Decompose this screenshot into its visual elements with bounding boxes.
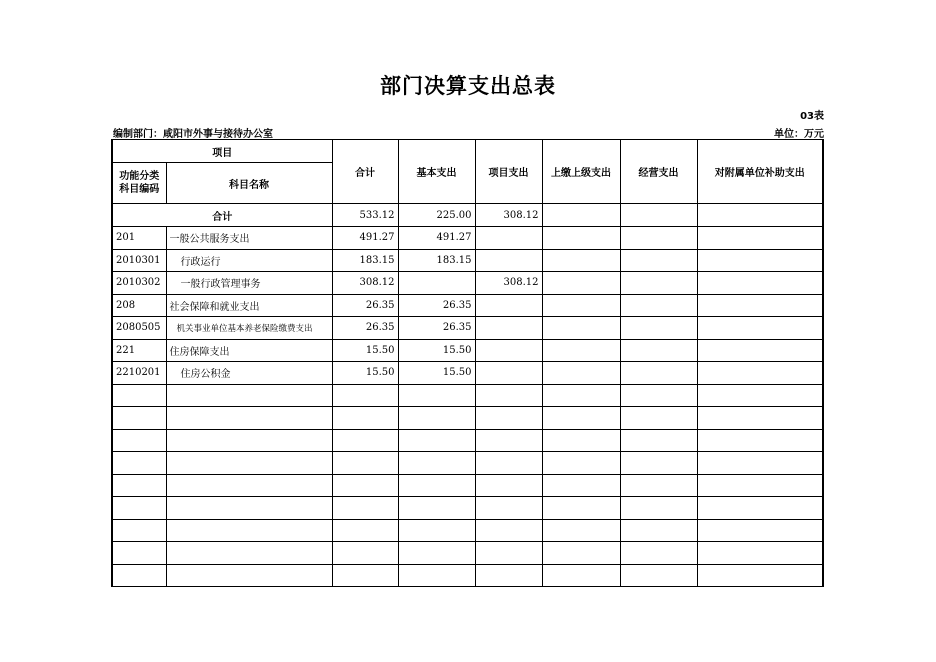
row-subject-name bbox=[166, 519, 332, 542]
row-operating bbox=[620, 272, 697, 295]
row-basic bbox=[398, 497, 475, 520]
row-subsidy bbox=[697, 317, 823, 340]
row-operating bbox=[620, 497, 697, 520]
table-row bbox=[112, 272, 823, 295]
table-row bbox=[112, 384, 823, 407]
row-operating bbox=[620, 317, 697, 340]
header-subject-name: 科目名称 bbox=[166, 163, 332, 204]
row-project-expense bbox=[475, 294, 542, 317]
row-upper-remit bbox=[542, 339, 620, 362]
header-subsidy: 对附属单位补助支出 bbox=[697, 140, 823, 204]
summary-basic: 225.00 bbox=[398, 204, 475, 227]
row-code bbox=[112, 384, 166, 407]
row-total bbox=[332, 452, 398, 475]
row-code: 201 bbox=[112, 227, 166, 250]
row-subject-name: 住房公积金 bbox=[166, 362, 332, 385]
unit-label: 单位：万元 bbox=[774, 129, 824, 140]
row-project-expense bbox=[475, 497, 542, 520]
row-subject-name bbox=[166, 542, 332, 565]
row-upper-remit bbox=[542, 452, 620, 475]
row-project-expense bbox=[475, 452, 542, 475]
header-total: 合计 bbox=[332, 140, 398, 204]
header-func-code: 功能分类 科目编码 bbox=[112, 163, 166, 204]
row-basic bbox=[398, 564, 475, 587]
row-subsidy bbox=[697, 362, 823, 385]
row-project-expense bbox=[475, 407, 542, 430]
row-upper-remit bbox=[542, 429, 620, 452]
row-upper-remit bbox=[542, 474, 620, 497]
row-subsidy bbox=[697, 407, 823, 430]
table-row bbox=[112, 317, 823, 340]
row-basic: 26.35 bbox=[398, 317, 475, 340]
row-operating bbox=[620, 564, 697, 587]
row-operating bbox=[620, 452, 697, 475]
row-project-expense bbox=[475, 339, 542, 362]
row-basic: 26.35 bbox=[398, 294, 475, 317]
row-operating bbox=[620, 542, 697, 565]
table-row bbox=[112, 429, 823, 452]
row-project-expense bbox=[475, 317, 542, 340]
row-operating bbox=[620, 294, 697, 317]
page-title: 部门决算支出总表 bbox=[380, 74, 556, 98]
row-project-expense bbox=[475, 564, 542, 587]
row-operating bbox=[620, 362, 697, 385]
table-row bbox=[112, 564, 823, 587]
row-basic bbox=[398, 384, 475, 407]
table-row bbox=[112, 294, 823, 317]
row-subject-name bbox=[166, 384, 332, 407]
row-upper-remit bbox=[542, 519, 620, 542]
row-total bbox=[332, 497, 398, 520]
row-total: 15.50 bbox=[332, 362, 398, 385]
row-upper-remit bbox=[542, 362, 620, 385]
row-subsidy bbox=[697, 272, 823, 295]
row-operating bbox=[620, 339, 697, 362]
summary-upper-remit bbox=[542, 204, 620, 227]
row-project-expense: 308.12 bbox=[475, 272, 542, 295]
row-subject-name: 一般公共服务支出 bbox=[166, 227, 332, 250]
row-project-expense bbox=[475, 384, 542, 407]
row-subsidy bbox=[697, 227, 823, 250]
row-basic bbox=[398, 272, 475, 295]
summary-project-expense: 308.12 bbox=[475, 204, 542, 227]
row-code bbox=[112, 407, 166, 430]
row-upper-remit bbox=[542, 564, 620, 587]
row-operating bbox=[620, 519, 697, 542]
row-code bbox=[112, 542, 166, 565]
row-operating bbox=[620, 429, 697, 452]
table-row bbox=[112, 452, 823, 475]
row-project-expense bbox=[475, 429, 542, 452]
expenditure-table bbox=[111, 139, 824, 587]
table-row bbox=[112, 339, 823, 362]
row-total bbox=[332, 429, 398, 452]
row-subject-name bbox=[166, 474, 332, 497]
row-code: 2210201 bbox=[112, 362, 166, 385]
row-upper-remit bbox=[542, 227, 620, 250]
row-code: 221 bbox=[112, 339, 166, 362]
table-row bbox=[112, 407, 823, 430]
summary-subsidy bbox=[697, 204, 823, 227]
summary-total: 533.12 bbox=[332, 204, 398, 227]
table-row bbox=[112, 249, 823, 272]
row-basic bbox=[398, 474, 475, 497]
row-operating bbox=[620, 249, 697, 272]
row-operating bbox=[620, 384, 697, 407]
row-upper-remit bbox=[542, 497, 620, 520]
row-subject-name: 一般行政管理事务 bbox=[166, 272, 332, 295]
row-upper-remit bbox=[542, 542, 620, 565]
row-total bbox=[332, 474, 398, 497]
table-row bbox=[112, 519, 823, 542]
compiler-label: 编制部门：咸阳市外事与接待办公室 bbox=[113, 129, 273, 140]
row-total: 491.27 bbox=[332, 227, 398, 250]
row-subject-name: 住房保障支出 bbox=[166, 339, 332, 362]
row-operating bbox=[620, 407, 697, 430]
row-total bbox=[332, 542, 398, 565]
row-subject-name: 社会保障和就业支出 bbox=[166, 294, 332, 317]
row-project-expense bbox=[475, 519, 542, 542]
row-basic bbox=[398, 519, 475, 542]
row-subject-name bbox=[166, 564, 332, 587]
row-total bbox=[332, 407, 398, 430]
row-subsidy bbox=[697, 519, 823, 542]
row-code bbox=[112, 429, 166, 452]
row-subject-name bbox=[166, 407, 332, 430]
row-basic bbox=[398, 452, 475, 475]
row-total bbox=[332, 519, 398, 542]
header-project: 项目 bbox=[112, 140, 332, 163]
row-code: 208 bbox=[112, 294, 166, 317]
row-subject-name bbox=[166, 452, 332, 475]
header-project-expense: 项目支出 bbox=[475, 140, 542, 204]
table-number: 03表 bbox=[800, 111, 824, 122]
row-subsidy bbox=[697, 249, 823, 272]
row-code bbox=[112, 474, 166, 497]
row-basic bbox=[398, 429, 475, 452]
row-project-expense bbox=[475, 474, 542, 497]
summary-label: 合计 bbox=[112, 204, 332, 227]
row-basic bbox=[398, 542, 475, 565]
row-subject-name: 行政运行 bbox=[166, 249, 332, 272]
row-upper-remit bbox=[542, 317, 620, 340]
row-subsidy bbox=[697, 497, 823, 520]
row-subject-name bbox=[166, 429, 332, 452]
row-subject-name: 机关事业单位基本养老保险缴费支出 bbox=[166, 317, 332, 340]
table-row bbox=[112, 497, 823, 520]
row-basic: 491.27 bbox=[398, 227, 475, 250]
row-subsidy bbox=[697, 339, 823, 362]
row-total: 308.12 bbox=[332, 272, 398, 295]
summary-operating bbox=[620, 204, 697, 227]
row-code: 2010301 bbox=[112, 249, 166, 272]
row-code bbox=[112, 564, 166, 587]
row-total: 183.15 bbox=[332, 249, 398, 272]
row-code bbox=[112, 497, 166, 520]
row-basic bbox=[398, 407, 475, 430]
row-operating bbox=[620, 474, 697, 497]
row-upper-remit bbox=[542, 249, 620, 272]
row-basic: 183.15 bbox=[398, 249, 475, 272]
header-upper-remit: 上缴上级支出 bbox=[542, 140, 620, 204]
row-subsidy bbox=[697, 564, 823, 587]
row-total bbox=[332, 384, 398, 407]
row-total: 26.35 bbox=[332, 317, 398, 340]
row-project-expense bbox=[475, 542, 542, 565]
header-basic: 基本支出 bbox=[398, 140, 475, 204]
row-project-expense bbox=[475, 227, 542, 250]
row-upper-remit bbox=[542, 384, 620, 407]
summary-row bbox=[112, 204, 823, 227]
header-operating: 经营支出 bbox=[620, 140, 697, 204]
row-operating bbox=[620, 227, 697, 250]
row-subsidy bbox=[697, 429, 823, 452]
row-subsidy bbox=[697, 474, 823, 497]
row-upper-remit bbox=[542, 407, 620, 430]
row-total bbox=[332, 564, 398, 587]
row-subsidy bbox=[697, 294, 823, 317]
row-basic: 15.50 bbox=[398, 362, 475, 385]
table-row bbox=[112, 542, 823, 565]
table-row bbox=[112, 362, 823, 385]
row-subsidy bbox=[697, 542, 823, 565]
row-total: 15.50 bbox=[332, 339, 398, 362]
row-code bbox=[112, 519, 166, 542]
row-project-expense bbox=[475, 362, 542, 385]
row-basic: 15.50 bbox=[398, 339, 475, 362]
row-upper-remit bbox=[542, 294, 620, 317]
row-project-expense bbox=[475, 249, 542, 272]
row-subsidy bbox=[697, 384, 823, 407]
row-subject-name bbox=[166, 497, 332, 520]
row-total: 26.35 bbox=[332, 294, 398, 317]
row-code: 2080505 bbox=[112, 317, 166, 340]
row-code: 2010302 bbox=[112, 272, 166, 295]
table-row bbox=[112, 474, 823, 497]
row-code bbox=[112, 452, 166, 475]
row-subsidy bbox=[697, 452, 823, 475]
table-row bbox=[112, 227, 823, 250]
row-upper-remit bbox=[542, 272, 620, 295]
